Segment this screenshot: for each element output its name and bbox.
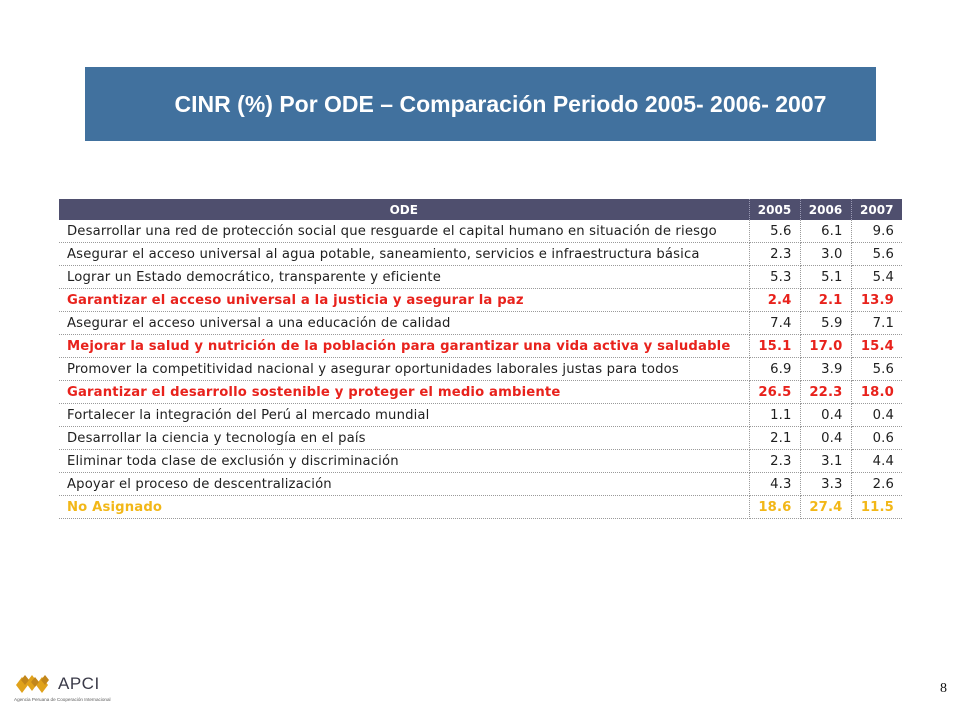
value-2007: 0.6 xyxy=(851,427,902,450)
table-row xyxy=(59,404,902,427)
page-number: 8 xyxy=(940,681,947,696)
value-2006: 22.3 xyxy=(800,381,851,404)
table-row xyxy=(59,358,902,381)
value-2007: 7.1 xyxy=(851,312,902,335)
ode-label: Promover la competitividad nacional y asegurar oportunidades laborales justas para todos xyxy=(59,358,749,381)
table-row xyxy=(59,266,902,289)
value-2007: 9.6 xyxy=(851,220,902,243)
ode-label: Asegurar el acceso universal al agua potable, saneamiento, servicios e infraestructura básica xyxy=(59,243,749,266)
value-2005: 18.6 xyxy=(749,496,800,519)
value-2006: 3.9 xyxy=(800,358,851,381)
table-row xyxy=(59,335,902,358)
table-row xyxy=(59,427,902,450)
header-2005: 2005 xyxy=(749,199,800,220)
logo-name: APCI xyxy=(58,674,100,693)
value-2005: 2.3 xyxy=(749,243,800,266)
ode-label: No Asignado xyxy=(59,496,749,519)
slide-title: CINR (%) Por ODE – Comparación Periodo 2005- 2006- 2007 xyxy=(174,91,827,117)
header-ode: ODE xyxy=(59,199,749,220)
apci-logo xyxy=(14,671,124,707)
ode-label: Asegurar el acceso universal a una educación de calidad xyxy=(59,312,749,335)
value-2006: 3.1 xyxy=(800,450,851,473)
value-2005: 7.4 xyxy=(749,312,800,335)
value-2005: 5.3 xyxy=(749,266,800,289)
value-2007: 18.0 xyxy=(851,381,902,404)
ode-label: Desarrollar una red de protección social que resguarde el capital humano en situación de riesgo xyxy=(59,220,749,243)
value-2007: 0.4 xyxy=(851,404,902,427)
value-2006: 3.0 xyxy=(800,243,851,266)
table-row xyxy=(59,450,902,473)
value-2005: 6.9 xyxy=(749,358,800,381)
value-2006: 27.4 xyxy=(800,496,851,519)
value-2005: 2.4 xyxy=(749,289,800,312)
value-2006: 3.3 xyxy=(800,473,851,496)
table-row xyxy=(59,496,902,519)
value-2007: 2.6 xyxy=(851,473,902,496)
value-2005: 4.3 xyxy=(749,473,800,496)
table-row xyxy=(59,289,902,312)
value-2006: 5.9 xyxy=(800,312,851,335)
value-2005: 1.1 xyxy=(749,404,800,427)
value-2007: 5.4 xyxy=(851,266,902,289)
value-2007: 13.9 xyxy=(851,289,902,312)
ode-label: Apoyar el proceso de descentralización xyxy=(59,473,749,496)
table-row xyxy=(59,220,902,243)
header-2006: 2006 xyxy=(800,199,851,220)
value-2007: 5.6 xyxy=(851,358,902,381)
value-2006: 0.4 xyxy=(800,404,851,427)
value-2005: 5.6 xyxy=(749,220,800,243)
apci-logo-icon xyxy=(14,671,54,697)
value-2005: 15.1 xyxy=(749,335,800,358)
ode-table xyxy=(59,199,902,519)
table-row xyxy=(59,381,902,404)
logo-subtitle: Agencia Peruana de Cooperación Internacional xyxy=(14,697,111,702)
value-2007: 4.4 xyxy=(851,450,902,473)
value-2006: 5.1 xyxy=(800,266,851,289)
table-header-row xyxy=(59,199,902,220)
value-2007: 15.4 xyxy=(851,335,902,358)
table-row xyxy=(59,243,902,266)
ode-label: Desarrollar la ciencia y tecnología en el país xyxy=(59,427,749,450)
value-2006: 17.0 xyxy=(800,335,851,358)
value-2005: 2.3 xyxy=(749,450,800,473)
table-row xyxy=(59,312,902,335)
value-2006: 6.1 xyxy=(800,220,851,243)
value-2006: 0.4 xyxy=(800,427,851,450)
ode-label: Garantizar el acceso universal a la justicia y asegurar la paz xyxy=(59,289,749,312)
ode-label: Eliminar toda clase de exclusión y discriminación xyxy=(59,450,749,473)
value-2006: 2.1 xyxy=(800,289,851,312)
ode-label: Mejorar la salud y nutrición de la población para garantizar una vida activa y saludable xyxy=(59,335,749,358)
table-row xyxy=(59,473,902,496)
value-2007: 11.5 xyxy=(851,496,902,519)
value-2005: 2.1 xyxy=(749,427,800,450)
value-2007: 5.6 xyxy=(851,243,902,266)
header-2007: 2007 xyxy=(851,199,902,220)
ode-label: Lograr un Estado democrático, transparente y eficiente xyxy=(59,266,749,289)
title-banner xyxy=(85,67,876,141)
ode-label: Fortalecer la integración del Perú al mercado mundial xyxy=(59,404,749,427)
ode-label: Garantizar el desarrollo sostenible y proteger el medio ambiente xyxy=(59,381,749,404)
value-2005: 26.5 xyxy=(749,381,800,404)
